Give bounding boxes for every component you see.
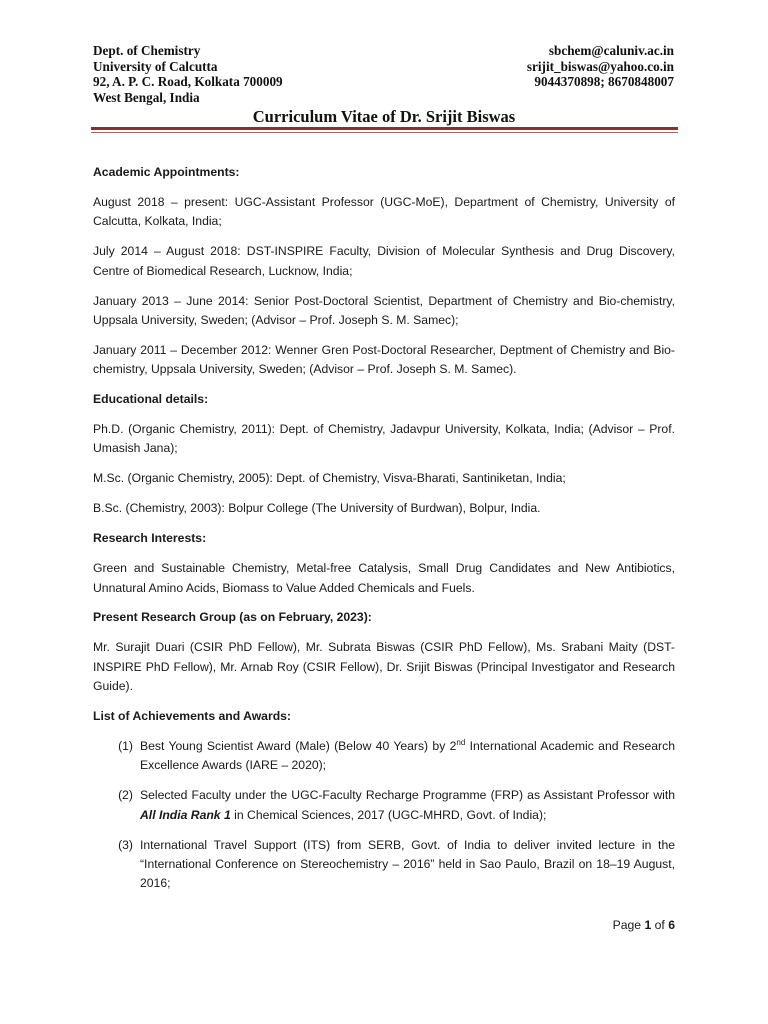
award-number: (1): [118, 738, 133, 753]
award-number: (3): [118, 837, 133, 852]
award-text-part: International Academic and Research Excellence Awards (IARE – 2020);: [140, 738, 675, 773]
award-number: (2): [118, 788, 133, 803]
section-heading-research: Research Interests:: [93, 531, 207, 546]
section-heading-awards: List of Achievements and Awards:: [93, 709, 291, 724]
award-text-part: in Chemical Sciences, 2017 (UGC-MHRD, Govt. of India);: [230, 807, 547, 822]
address-line: 92, A. P. C. Road, Kolkata 700009: [93, 74, 283, 89]
appointment-entry: January 2013 – June 2014: Senior Post-Doctoral Scientist, Department of Chemistry and Bio-chemistry, Uppsala University, Sweden; (Advisor – Prof. Joseph S. M. Samec);: [93, 293, 675, 327]
award-text: [140, 786, 675, 825]
award-item: [93, 836, 675, 894]
education-entry: M.Sc. (Organic Chemistry, 2005): Dept. of Chemistry, Visva-Bharati, Santiniketan, India;: [93, 471, 566, 486]
page-footer: [613, 918, 675, 932]
page-word: Page: [612, 918, 642, 932]
cv-body: [93, 163, 675, 904]
address-line: University of Calcutta: [93, 58, 218, 74]
research-group-text: Mr. Surajit Duari (CSIR PhD Fellow), Mr. Subrata Biswas (CSIR PhD Fellow), Ms. Srabani Maity (DST-INSPIRE PhD Fellow), Mr. Arnab Roy (CSIR Fellow), Dr. Srijit Biswas (Principal Investigator and Research Guide).: [93, 640, 675, 694]
appointment-entry: August 2018 – present: UGC-Assistant Professor (UGC-MoE), Department of Chemistry, University of Calcutta, Kolkata, India;: [93, 194, 675, 229]
address-block: [93, 43, 283, 105]
appointment-entry: January 2011 – December 2012: Wenner Gren Post-Doctoral Researcher, Deptment of Chemistry and Bio-chemistry, Uppsala University, Sweden; (Advisor – Prof. Joseph S. M. Samec).: [93, 342, 675, 377]
appointment-entry: July 2014 – August 2018: DST-INSPIRE Faculty, Division of Molecular Synthesis and Drug Discovery, Centre of Biomedical Research, Lucknow, India;: [93, 244, 675, 278]
contact-block: [527, 43, 674, 90]
total-page-count: 6: [668, 918, 675, 932]
email-official: sbchem@caluniv.ac.in: [548, 43, 674, 58]
current-page-number: 1: [644, 918, 652, 932]
research-interests-text: Green and Sustainable Chemistry, Metal-free Catalysis, Small Drug Candidates and New Antibiotics, Unnatural Amino Acids, Biomass to Value Added Chemicals and Fuels.: [93, 561, 675, 595]
phone-numbers: 9044370898; 8670848007: [534, 74, 674, 89]
section-heading-appointments: Academic Appointments:: [93, 165, 240, 179]
award-text-part: Best Young Scientist Award (Male) (Below 40 Years) by 2: [140, 738, 457, 753]
award-text: [140, 737, 675, 776]
awards-list: [93, 737, 675, 894]
ordinal-suffix: nd: [456, 737, 466, 747]
address-line: West Bengal, India: [93, 89, 200, 105]
education-entry: Ph.D. (Organic Chemistry, 2011): Dept. of Chemistry, Jadavpur University, Kolkata, India; (Advisor – Prof. Umasish Jana);: [93, 422, 675, 456]
address-line: Dept. of Chemistry: [93, 43, 201, 58]
award-text-part: Selected Faculty under the UGC-Faculty Recharge Programme (FRP) as Assistant Professor with: [140, 788, 675, 803]
award-emphasis: All India Rank 1: [140, 807, 231, 822]
award-item: [93, 786, 675, 825]
title-rule-thick: [91, 127, 678, 130]
award-item: [93, 737, 675, 776]
email-personal: srijit_biswas@yahoo.co.in: [526, 58, 674, 74]
section-heading-education: Educational details:: [93, 392, 209, 407]
of-word: of: [654, 918, 665, 932]
award-text: International Travel Support (ITS) from SERB, Govt. of India to deliver invited lecture in the “International Conference on Stereochemistry – 2016” held in Sao Paulo, Brazil on 18–19 August, 2016;: [140, 837, 675, 891]
title-rule-thin: [91, 132, 678, 133]
document-title: Curriculum Vitae of Dr. Srijit Biswas: [252, 107, 516, 126]
section-heading-group: Present Research Group (as on February, 2023):: [93, 610, 372, 625]
education-entry: B.Sc. (Chemistry, 2003): Bolpur College (The University of Burdwan), Bolpur, India.: [93, 501, 541, 516]
